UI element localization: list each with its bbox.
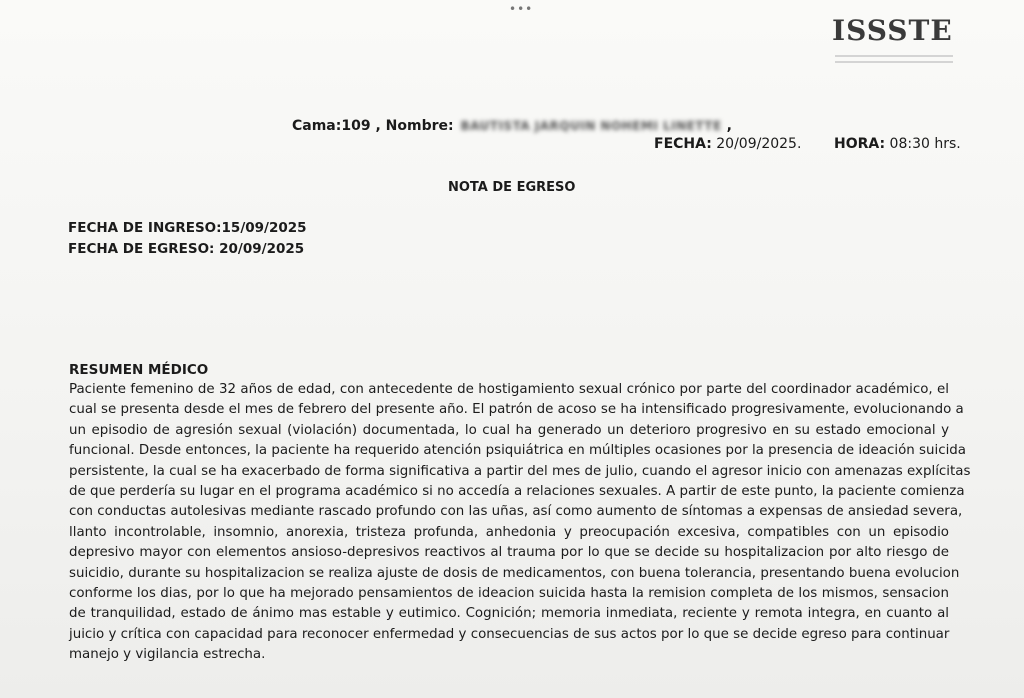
resumen-line: llanto incontrolable, insomnio, anorexia, tristeza profunda, anhedonia y preocupación excesiva, compatibles con un episodio (69, 524, 949, 540)
patient-line (292, 118, 732, 134)
resumen-line: de que perdería su lugar en el programa académico si no accedía a relaciones sexuales. A partir de este punto, la paciente comienza (69, 484, 965, 500)
resumen-line: Paciente femenino de 32 años de edad, con antecedente de hostigamiento sexual crónico por parte del coordinador académico, el (69, 382, 949, 397)
resumen-line: juicio y crítica con capacidad para reconocer enfermedad y consecuencias de sus actos por lo que se decide egreso para continuar (69, 626, 950, 642)
fecha-label: FECHA: (654, 136, 712, 152)
resumen-line: cual se presenta desde el mes de febrero del presente año. El patrón de acoso se ha intensificado progresivamente, evolucionando a (69, 402, 964, 418)
resumen-line: con conductas autolesivas mediante rascado profundo con las uñas, así como aumento de síntomas a expensas de ansiedad severa, (69, 504, 963, 520)
fecha-field (654, 136, 801, 152)
resumen-line: de tranquilidad, estado de ánimo mas estable y eutimico. Cognición; memoria inmediata, reciente y remota integra, en cuanto al (69, 606, 949, 622)
logo-subtitle-lines (835, 55, 953, 67)
resumen-line: conforme los dias, por lo que ha mejorado pensamientos de ideacion suicida hasta la remision completa de los mismos, sensacion (69, 586, 949, 602)
issste-logo: ISSSTE (832, 14, 953, 47)
resumen-line: funcional. Desde entonces, la paciente ha requerido atención psiquiátrica en múltiples ocasiones por la presencia de ideación suicida (69, 443, 966, 459)
resumen-line: manejo y vigilancia estrecha. (69, 647, 266, 663)
cama-label: Cama:109 , Nombre: (292, 118, 454, 134)
resumen-body (69, 380, 971, 666)
resumen-line: persistente, la cual se ha exacerbado de forma significativa a partir del mes de julio, cuando el agresor inicio con amenazas explícitas (69, 463, 971, 479)
hora-label: HORA: (834, 136, 886, 152)
hora-value: 08:30 hrs. (889, 136, 961, 152)
resumen-line: suicidio, durante su hospitalizacion se realiza ajuste de dosis de medicamentos, con buena tolerancia, presentando buena evolucion (69, 565, 960, 581)
fecha-egreso: FECHA DE EGRESO: 20/09/2025 (68, 241, 305, 257)
resumen-line: un episodio de agresión sexual (violación) documentada, lo cual ha generado un deterioro progresivo en su estado emocional y (69, 422, 949, 438)
resumen-title: RESUMEN MÉDICO (69, 362, 209, 378)
patient-name-redacted: BAUTISTA JARQUIN NOHEMI LINETTE (460, 119, 722, 133)
more-options-icon[interactable]: ••• (509, 2, 534, 16)
resumen-line: depresivo mayor con elementos ansioso-depresivos reactivos al trauma por lo que se decide su hospitalizacion por alto riesgo de (69, 545, 949, 561)
fecha-ingreso: FECHA DE INGRESO:15/09/2025 (68, 220, 307, 236)
document-title: NOTA DE EGRESO (448, 180, 576, 195)
hora-field (834, 136, 961, 152)
fecha-value: 20/09/2025. (716, 136, 802, 152)
patient-name-suffix: , (726, 118, 732, 134)
